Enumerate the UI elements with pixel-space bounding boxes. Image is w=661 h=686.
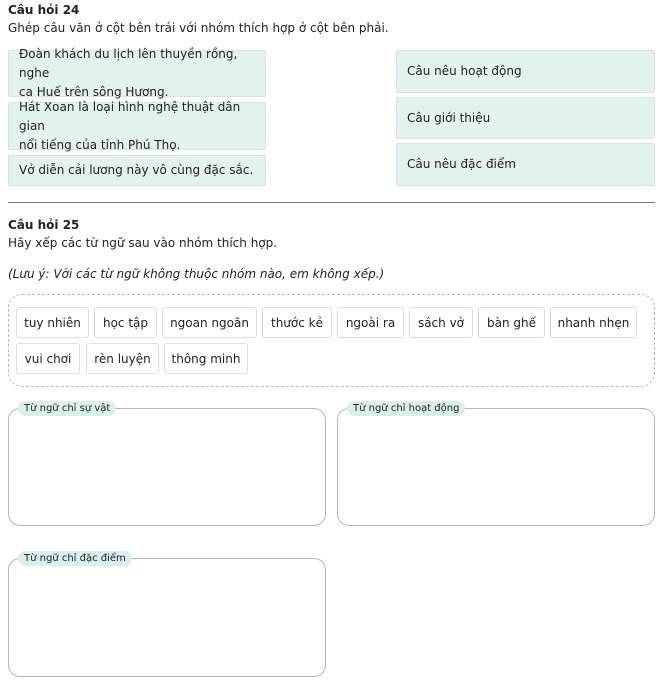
drop-zone-label: Từ ngữ chỉ hoạt động: [347, 401, 465, 416]
word-chip[interactable]: học tập: [94, 307, 157, 338]
drop-zone-things[interactable]: [8, 403, 326, 526]
question-24-title: Câu hỏi 24: [8, 3, 80, 17]
word-chip[interactable]: tuy nhiên: [16, 307, 89, 338]
drop-zone-characteristics[interactable]: [8, 553, 326, 677]
drop-zone-activities[interactable]: [337, 403, 655, 526]
word-chip[interactable]: ngoài ra: [337, 307, 404, 338]
match-right-text: Câu nêu hoạt động: [407, 64, 522, 78]
word-chip[interactable]: rèn luyện: [86, 343, 159, 374]
match-left-text: Hát Xoan là loại hình nghệ thuật dân gian nổi tiếng của tỉnh Phú Thọ.: [19, 99, 241, 152]
match-right-item-1[interactable]: [396, 50, 655, 93]
match-right-item-3[interactable]: [396, 143, 655, 186]
question-25-prompt: Hãy xếp các từ ngữ sau vào nhóm thích hợp.: [8, 236, 278, 250]
question-25-title: Câu hỏi 25: [8, 218, 80, 232]
match-left-text: Vở diễn cải lương này vô cùng đặc sắc.: [19, 163, 254, 177]
word-chip[interactable]: ngoan ngoãn: [162, 307, 257, 338]
drop-zone-label: Từ ngữ chỉ đặc điểm: [18, 551, 132, 566]
match-left-text: Đoàn khách du lịch lên thuyền rồng, nghe ca Huế trên sông Hương.: [19, 47, 238, 99]
word-chip[interactable]: sách vở: [409, 307, 473, 338]
word-chip[interactable]: nhanh nhẹn: [550, 307, 637, 338]
word-chip[interactable]: bàn ghế: [478, 307, 545, 338]
word-chip[interactable]: thông minh: [164, 343, 248, 374]
match-right-item-2[interactable]: [396, 97, 655, 139]
section-divider: [8, 202, 655, 203]
word-chip[interactable]: vui chơi: [16, 343, 80, 374]
match-left-item-3[interactable]: [8, 155, 266, 186]
match-left-item-2[interactable]: [8, 99, 266, 152]
word-chip[interactable]: thước kẻ: [262, 307, 332, 338]
match-right-text: Câu nêu đặc điểm: [407, 157, 516, 171]
question-24-prompt: Ghép câu văn ở cột bên trái với nhóm thích hợp ở cột bên phải.: [8, 21, 389, 35]
drop-zone-label: Từ ngữ chỉ sự vật: [18, 401, 116, 416]
question-25-note: (Lưu ý: Với các từ ngữ không thuộc nhóm nào, em không xếp.): [8, 267, 385, 281]
match-left-item-1[interactable]: [8, 47, 266, 99]
match-right-text: Câu giới thiệu: [407, 110, 491, 125]
